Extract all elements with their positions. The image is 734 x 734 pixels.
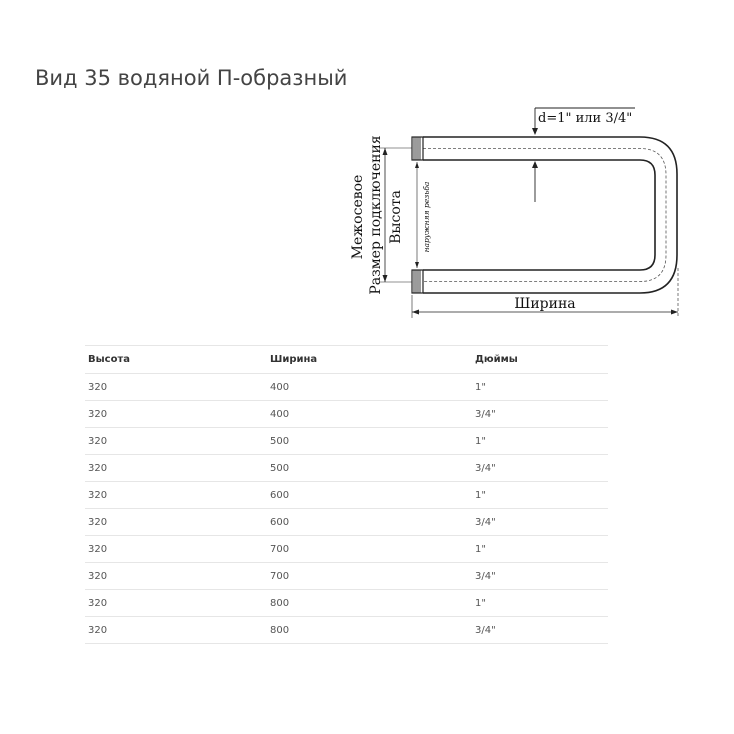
diameter-label: d=1" или 3/4" xyxy=(538,111,633,126)
table-row xyxy=(85,509,608,536)
table-row xyxy=(85,536,608,563)
cell-width: 600 xyxy=(267,482,472,509)
towel-rail-diagram xyxy=(340,100,700,330)
cell-height: 320 xyxy=(85,563,267,590)
cell-inches: 3/4" xyxy=(472,563,608,590)
cell-width: 700 xyxy=(267,536,472,563)
sizes-table xyxy=(85,345,608,644)
header-height: Высота xyxy=(85,346,267,374)
cell-width: 500 xyxy=(267,455,472,482)
cell-width: 400 xyxy=(267,401,472,428)
table-header-row xyxy=(85,346,608,374)
table-row xyxy=(85,455,608,482)
table-row xyxy=(85,590,608,617)
cell-height: 320 xyxy=(85,590,267,617)
cell-inches: 3/4" xyxy=(472,617,608,644)
connection-label: Размер подключения xyxy=(368,135,384,295)
cell-height: 320 xyxy=(85,428,267,455)
cell-height: 320 xyxy=(85,509,267,536)
cell-inches: 1" xyxy=(472,374,608,401)
cell-height: 320 xyxy=(85,482,267,509)
table-row xyxy=(85,428,608,455)
cell-height: 320 xyxy=(85,455,267,482)
cell-height: 320 xyxy=(85,374,267,401)
cell-width: 800 xyxy=(267,617,472,644)
cell-width: 800 xyxy=(267,590,472,617)
header-width: Ширина xyxy=(267,346,472,374)
cell-width: 600 xyxy=(267,509,472,536)
height-label: Высота xyxy=(388,190,404,244)
thread-label: наружняя резьба xyxy=(422,181,431,253)
header-inches: Дюймы xyxy=(472,346,608,374)
cell-inches: 1" xyxy=(472,482,608,509)
thread-top xyxy=(412,137,423,160)
cell-inches: 1" xyxy=(472,428,608,455)
cell-height: 320 xyxy=(85,401,267,428)
cell-inches: 3/4" xyxy=(472,401,608,428)
thread-bottom xyxy=(412,270,423,293)
cell-inches: 1" xyxy=(472,536,608,563)
table-row xyxy=(85,482,608,509)
cell-width: 500 xyxy=(267,428,472,455)
table-row xyxy=(85,563,608,590)
cell-width: 400 xyxy=(267,374,472,401)
cell-height: 320 xyxy=(85,617,267,644)
cell-width: 700 xyxy=(267,563,472,590)
table-row xyxy=(85,617,608,644)
page-title: Вид 35 водяной П-образный xyxy=(35,66,348,90)
center-label: Межосевое xyxy=(350,174,366,260)
table-row xyxy=(85,374,608,401)
cell-height: 320 xyxy=(85,536,267,563)
cell-inches: 3/4" xyxy=(472,509,608,536)
width-label: Ширина xyxy=(514,296,576,312)
table-row xyxy=(85,401,608,428)
cell-inches: 3/4" xyxy=(472,455,608,482)
cell-inches: 1" xyxy=(472,590,608,617)
